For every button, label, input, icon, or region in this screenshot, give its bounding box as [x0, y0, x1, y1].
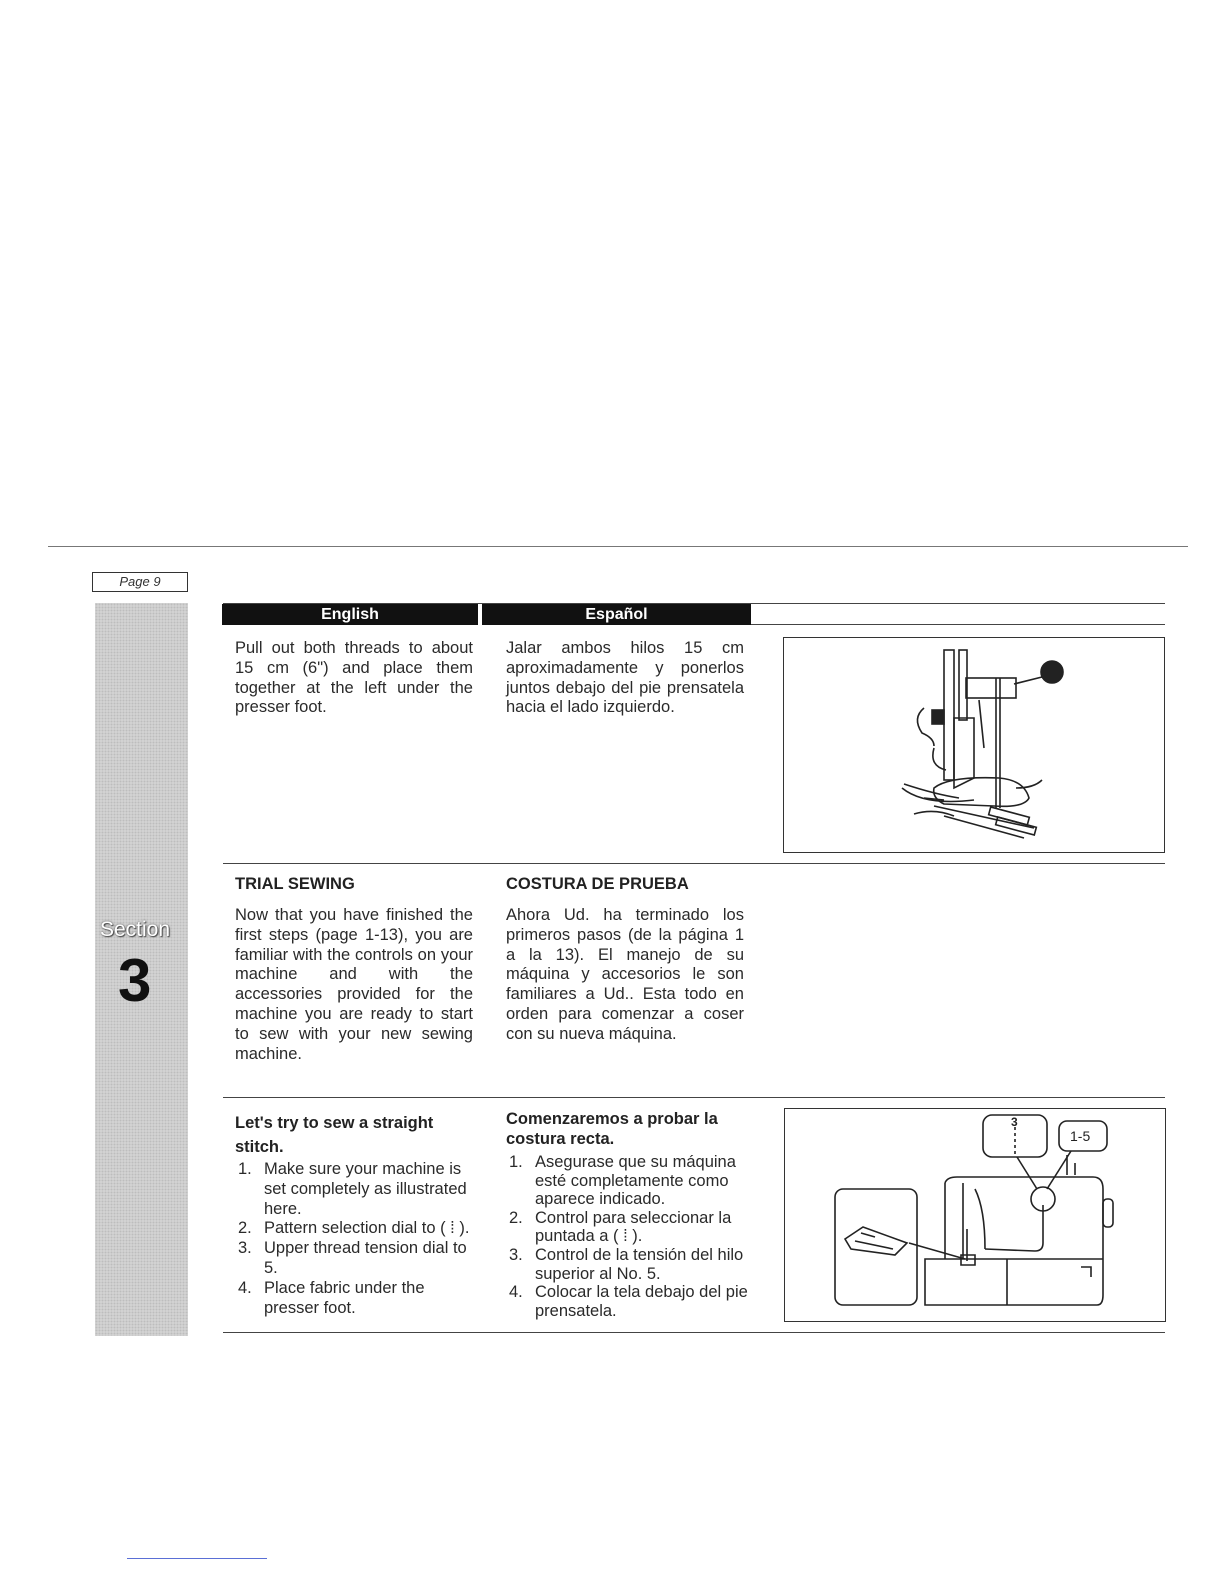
- steps-spanish: [506, 1153, 748, 1320]
- list-item: 1. Asegurase que su máquina esté completamente como aparece indicado.: [509, 1153, 736, 1209]
- divider-3: [223, 1332, 1165, 1333]
- pattern-dial-label: 3: [1011, 1115, 1018, 1129]
- english-header: English: [222, 604, 478, 625]
- list-item: 3. Upper thread tension dial to 5.: [238, 1239, 467, 1277]
- top-divider: [48, 546, 1188, 547]
- list-item: 2. Control para seleccionar la puntada a ( ⁞ ).: [509, 1208, 732, 1246]
- straight-stitch-heading-es: Comenzaremos a probar la costura recta.: [506, 1110, 718, 1148]
- trial-sewing-body-en: Now that you have finished the first steps (page 1-13), you are familiar with the controls on your machine and with the accessories provided for the machine you are ready to start to sew with your new sewing machine.: [235, 906, 473, 1063]
- threads-spanish: Jalar ambos hilos 15 cm aproximadamente y ponerlos juntos debajo del pie prensatela hacia el lado izquierdo.: [506, 639, 744, 717]
- trial-sewing-body-es: Ahora Ud. ha terminado los primeros pasos (de la página 1 a la 13). El manejo de su máquina y accesorios le son familiares a Ud.. Esta todo en orden para comenzar a coser con su nueva máquina.: [506, 906, 744, 1043]
- steps-english: [235, 1160, 475, 1318]
- list-item: 1. Make sure your machine is set completely as illustrated here.: [238, 1160, 467, 1218]
- section-number: 3: [118, 947, 152, 1014]
- trial-sewing-heading-en: TRIAL SEWING: [235, 875, 355, 893]
- presser-foot-drawing: [784, 638, 1164, 852]
- list-item: 2. Pattern selection dial to ( ⁞ ).: [238, 1219, 470, 1238]
- sewing-machine-drawing: [785, 1109, 1165, 1321]
- header-rule-bottom: [751, 624, 1165, 625]
- threads-english: Pull out both threads to about 15 cm (6") and place them together at the left under the presser foot.: [235, 639, 473, 717]
- sewing-machine-figure: [784, 1108, 1166, 1322]
- list-item: 4. Colocar la tela debajo del pie prensatela.: [509, 1283, 748, 1320]
- section-word: Section: [100, 918, 171, 941]
- presser-foot-figure: [783, 637, 1165, 853]
- straight-stitch-heading-en: Let's try to sew a straight stitch.: [235, 1114, 434, 1156]
- list-item: 3. Control de la tensión del hilo superior al No. 5.: [509, 1245, 744, 1283]
- tension-dial-label: 1-5: [1070, 1128, 1091, 1144]
- list-item: 4. Place fabric under the presser foot.: [238, 1278, 425, 1317]
- divider-1: [223, 863, 1165, 864]
- page-label: Page 9: [92, 572, 188, 592]
- divider-2: [223, 1097, 1165, 1098]
- spanish-header: Español: [482, 604, 751, 625]
- trial-sewing-heading-es: COSTURA DE PRUEBA: [506, 875, 689, 893]
- bottom-mark: [127, 1558, 267, 1559]
